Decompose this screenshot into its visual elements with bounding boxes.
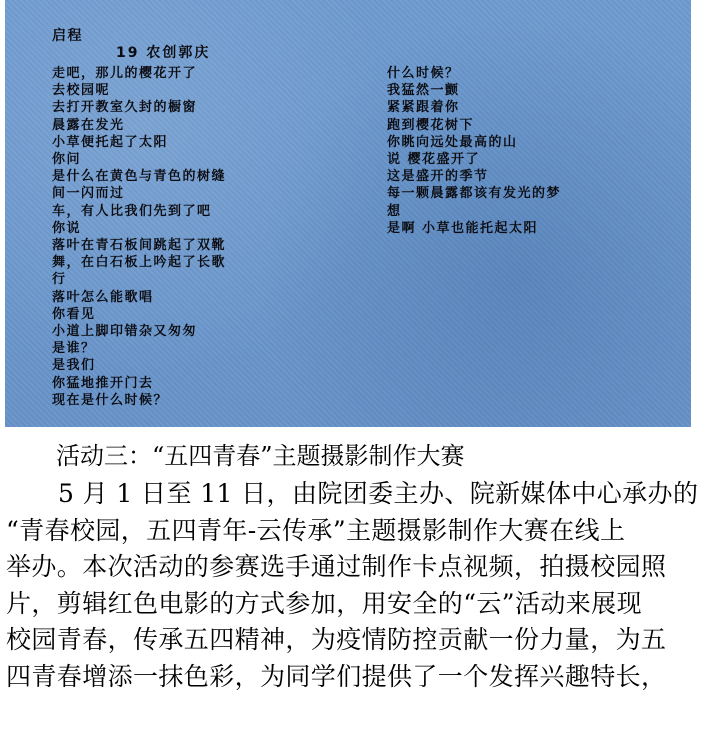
poem-line: 说 樱花盛开了 xyxy=(387,152,481,168)
poem-line: 是我们 xyxy=(52,358,96,374)
poem-line: 小草便托起了太阳 xyxy=(52,134,169,150)
poem-line: 跑到樱花树下 xyxy=(387,117,475,133)
paragraph-line: 片，剪辑红色电影的方式参加，用安全的“云”活动来展现 xyxy=(6,588,642,618)
paragraph-line: 四青春增添一抹色彩，为同学们提供了一个发挥兴趣特长， xyxy=(6,661,667,691)
poem-line: 什么时候？ xyxy=(387,66,460,81)
poem-line: 去打开教室久封的橱窗 xyxy=(52,100,198,116)
poem-title: 启程 xyxy=(52,28,83,44)
poem-line: 你猛地推开门去 xyxy=(52,375,154,391)
poem-line: 舞，在白石板上吟起了长歌 xyxy=(52,255,227,271)
poem-image xyxy=(5,0,691,427)
poem-right-column xyxy=(387,65,561,237)
poem-line: 你眺向远处最高的山 xyxy=(387,134,518,150)
poem-line: 落叶怎么能歌唱 xyxy=(52,289,154,305)
poem-line: 去校园呢 xyxy=(52,83,111,99)
poem-author: 19 农创郭庆 xyxy=(116,45,211,61)
poem-left-column xyxy=(52,65,226,409)
poem-line: 这是盛开的季节 xyxy=(387,169,489,185)
body-paragraph xyxy=(6,476,698,695)
paragraph-line: 举办。本次活动的参赛选手通过制作卡点视频，拍摄校园照 xyxy=(6,552,667,581)
poem-line: 你问 xyxy=(52,152,82,168)
poem-line: 我猛然一颤 xyxy=(387,83,460,99)
poem-line: 你说 xyxy=(52,220,82,236)
poem-line: 每一颗晨露都该有发光的梦 xyxy=(387,186,562,202)
poem-line: 车，有人比我们先到了吧 xyxy=(52,203,212,219)
activity-caption: 活动三：“五四青春”主题摄影制作大赛 xyxy=(56,442,465,470)
poem-line: 是谁？ xyxy=(52,341,96,357)
poem-line: 紧紧跟着你 xyxy=(387,100,460,116)
paragraph-line: 校园青春，传承五四精神，为疫情防控贡献一份力量，为五 xyxy=(6,625,667,654)
poem-line: 走吧，那儿的樱花开了 xyxy=(52,66,198,81)
poem-line: 落叶在青石板间跳起了双靴 xyxy=(52,238,227,254)
poem-line: 行 xyxy=(52,272,67,288)
poem-line: 现在是什么时候？ xyxy=(52,392,169,408)
poem-line: 你看见 xyxy=(52,306,96,322)
paragraph-line: 5 月 1 日至 11 日，由院团委主办、院新媒体中心承办的 xyxy=(58,479,699,508)
poem-line: 间一闪而过 xyxy=(52,186,125,202)
poem-line: 是啊 小草也能托起太阳 xyxy=(387,220,539,236)
poem-line: 小道上脚印错杂又匆匆 xyxy=(52,324,198,340)
poem-line: 晨露在发光 xyxy=(52,117,125,133)
poem-line: 想 xyxy=(387,203,402,219)
paragraph-line: “青春校园，五四青年-云传承”主题摄影制作大赛在线上 xyxy=(6,515,626,545)
poem-line: 是什么在黄色与青色的树缝 xyxy=(52,169,227,185)
